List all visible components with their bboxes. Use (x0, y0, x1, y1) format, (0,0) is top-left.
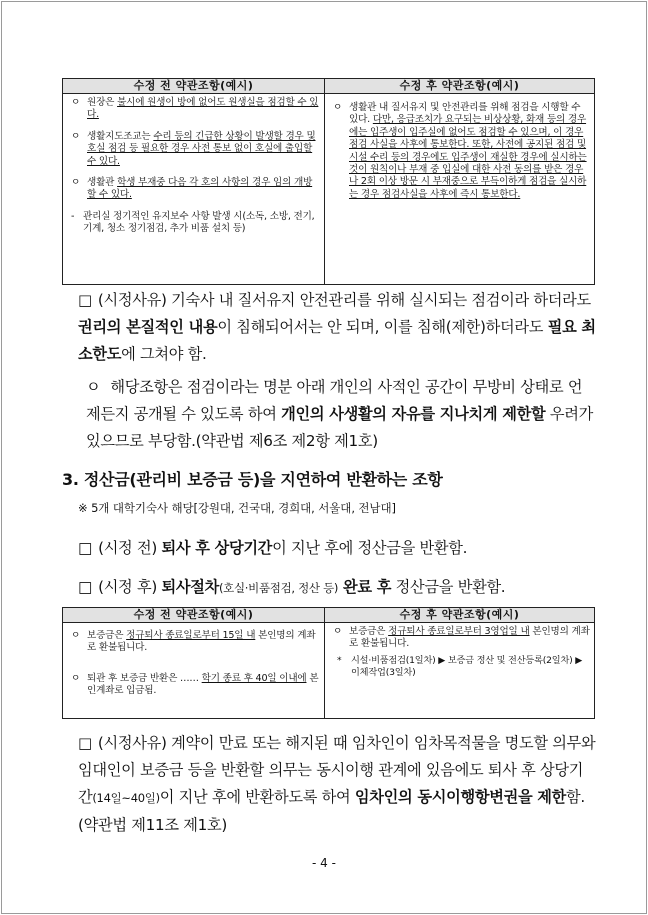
clause-comparison-table-2 (62, 607, 595, 719)
reason-paragraph-2: □ (시정사유) 계약이 만료 또는 해지된 때 임차인이 임차목적물을 명도할 의무와 임대인이 보증금 등을 반환할 의무는 동시이행 관계에 있음에도 퇴사 후 상당기간(14일~40일)이 지난 후에 반환하도록 하여 임차인의 동시이행항변권을 제한함.(약관법 제11조 제1호) (78, 730, 596, 839)
before-correction-line: □ (시정 전) 퇴사 후 상당기간이 지난 후에 정산금을 반환함. (78, 539, 468, 557)
table2-header-before: 수정 전 약관조항(예시) (63, 608, 325, 623)
after-correction-line: □ (시정 후) 퇴사절차(호실·비품점검, 정산 등) 완료 후 정산금을 반환함. (78, 578, 506, 596)
table2-before-item-2: ㅇ 퇴관 후 보증금 반환은 …… 학기 종료 후 40일 이내에 본인계좌로 입금됨. (71, 672, 319, 697)
table2-after-procedure-note: * 시설·비품점검(1일차) ▶ 보증금 정산 및 전산등록(2일차) ▶ 이체작업(3일차) (337, 654, 583, 678)
reason-paragraph-1: □ (시정사유) 기숙사 내 질서유지 안전관리를 위해 실시되는 점검이라 하더라도 권리의 본질적인 내용이 침해되어서는 안 되며, 이를 침해(제한)하더라도 필요 최소한도에 그쳐야 함. (78, 287, 596, 368)
table1-header-after: 수정 후 약관조항(예시) (325, 79, 595, 94)
checkbox-marker: □ (78, 734, 92, 752)
checkbox-marker: □ (78, 291, 92, 309)
table1-before-item-2: ㅇ 생활지도조교는 수리 등의 긴급한 상황이 발생할 경우 및 호실 점검 등 필요한 경우 사전 통보 없이 호실에 출입할 수 있다. (71, 130, 316, 167)
bullet-marker: ㅇ (86, 378, 101, 396)
page-number: - 4 - (312, 856, 336, 870)
table1-before-item-3: ㅇ 생활관 학생 부재중 다음 각 호의 사항의 경우 임의 개방할 수 있다. (71, 177, 313, 201)
table2-header-after: 수정 후 약관조항(예시) (325, 608, 595, 623)
table1-before-item-1: ㅇ 원장은 불시에 원생이 방에 없어도 원생실을 점검할 수 있다. (71, 97, 319, 121)
table1-before-cell (63, 94, 325, 285)
clause-comparison-table-1 (62, 78, 595, 285)
section-heading: 3. 정산금(관리비 보증금 등)을 지연하여 반환하는 조항 (62, 470, 443, 489)
table2-before-cell (63, 623, 325, 719)
section-note: ※ 5개 대학기숙사 해당[강원대, 건국대, 경희대, 서울대, 전남대] (78, 501, 396, 515)
table2-after-cell (325, 623, 595, 719)
table2-before-item-1: ㅇ 보증금은 정규퇴사 종료일로부터 15일 내 본인명의 계좌로 환불됩니다. (71, 630, 316, 654)
reason-subpoint-1: ㅇ 해당조항은 점검이라는 명분 아래 개인의 사적인 공간이 무방비 상태로 언제든지 공개될 수 있도록 하여 개인의 사생활의 자유를 지나치게 제한할 우려가 있으므로 부당함.(약관법 제6조 제2항 제1호) (86, 378, 594, 450)
table2-after-item-1: ㅇ 보증금은 정규퇴사 종료일로부터 3영업일 내 본인명의 계좌로 환불됩니다. (333, 626, 590, 650)
table1-after-item-1: ㅇ 생활관 내 질서유지 및 안전관리를 위해 점검을 시행할 수 있다. 다만, 응급조치가 요구되는 비상상황, 화재 등의 경우에는 입주생이 입주실에 없어도 점검할 수 있으며, 이 경우 점검 사실을 사후에 통보한다. 또한, 사전에 공지된 점검 및 시설 수리 등의 경우에도 입주생이 재실한 경우에 실시하는 것이 원칙이나 부재 중 입실에 대한 사전 동의를 받은 경우나 2회 이상 방문 시 부재중으로 부득이하게 점검을 실시하는 경우 점검사실을 사후에 즉시 통보한다. (333, 102, 587, 200)
table1-after-cell (325, 94, 595, 285)
table1-before-item-4: - 관리실 정기적인 유지보수 사항 발생 시(소독, 소방, 전기, 기계, 청소 정기점검, 추가 비품 설치 등) (71, 210, 315, 235)
table1-header-before: 수정 전 약관조항(예시) (63, 79, 325, 94)
